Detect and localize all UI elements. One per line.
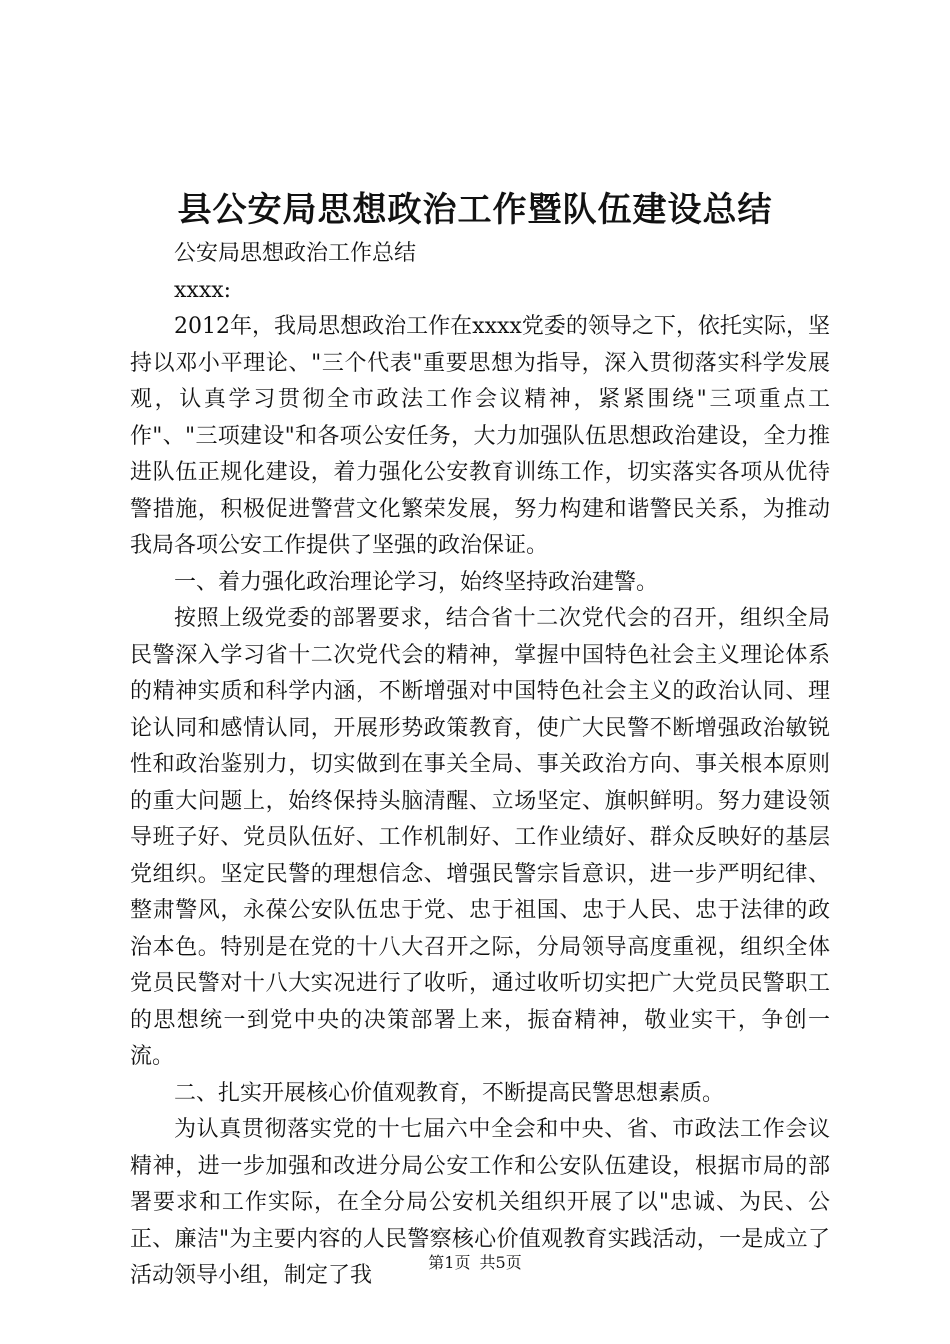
page-footer (0, 1252, 950, 1274)
addressee-paragraph: xxxx: (174, 277, 232, 303)
document-body (130, 236, 830, 1295)
page-number: 第1页 (428, 1253, 471, 1272)
document-title: 县公安局思想政治工作暨队伍建设总结 (177, 190, 773, 230)
page-total: 共5页 (479, 1253, 522, 1272)
intro-paragraph: 2012年，我局思想政治工作在xxxx党委的领导之下，依托实际，坚持以邓小平理论、"三个代表"重要思想为指导，深入贯彻落实科学发展观，认真学习贯彻全市政法工作会议精神，紧紧围绕"三项重点工作"、"三项建设"和各项公安任务，大力加强队伍思想政治建设，全力推进队伍正规化建设，着力强化公安教育训练工作，切实落实各项从优待警措施，积极促进警营文化繁荣发展，努力构建和谐警民关系，为推动我局各项公安工作提供了坚强的政治保证。 (130, 314, 830, 558)
section-heading-1: 一、着力强化政治理论学习，始终坚持政治建警。 (174, 569, 659, 595)
section-1-paragraph: 按照上级党委的部署要求，结合省十二次党代会的召开，组织全局民警深入学习省十二次党代会的精神，掌握中国特色社会主义理论体系的精神实质和科学内涵，不断增强对中国特色社会主义的政治认同、理论认同和感情认同，开展形势政策教育，使广大民警不断增强政治敏锐性和政治鉴别力，切实做到在事关全局、事关政治方向、事关根本原则的重大问题上，始终保持头脑清醒、立场坚定、旗帜鲜明。努力建设领导班子好、党员队伍好、工作机制好、工作业绩好、群众反映好的基层党组织。坚定民警的理想信念、增强民警宗旨意识，进一步严明纪律、整肃警风，永葆公安队伍忠于党、忠于祖国、忠于人民、忠于法律的政治本色。特别是在党的十八大召开之际，分局领导高度重视，组织全体党员民警对十八大实况进行了收听，通过收听切实把广大党员民警职工的思想统一到党中央的决策部署上来，振奋精神，敬业实干，争创一流。 (130, 606, 830, 1069)
subtitle-paragraph: 公安局思想政治工作总结 (174, 241, 417, 266)
section-heading-2: 二、扎实开展核心价值观教育，不断提高民警思想素质。 (174, 1080, 725, 1106)
section-2-paragraph: 为认真贯彻落实党的十七届六中全会和中央、省、市政法工作会议精神，进一步加强和改进分局公安工作和公安队伍建设，根据市局的部署要求和工作实际，在全分局公安机关组织开展了以"忠诚、为民、公正、廉洁"为主要内容的人民警察核心价值观教育实践活动，一是成立了活动领导小组，制定了我 (130, 1117, 830, 1288)
